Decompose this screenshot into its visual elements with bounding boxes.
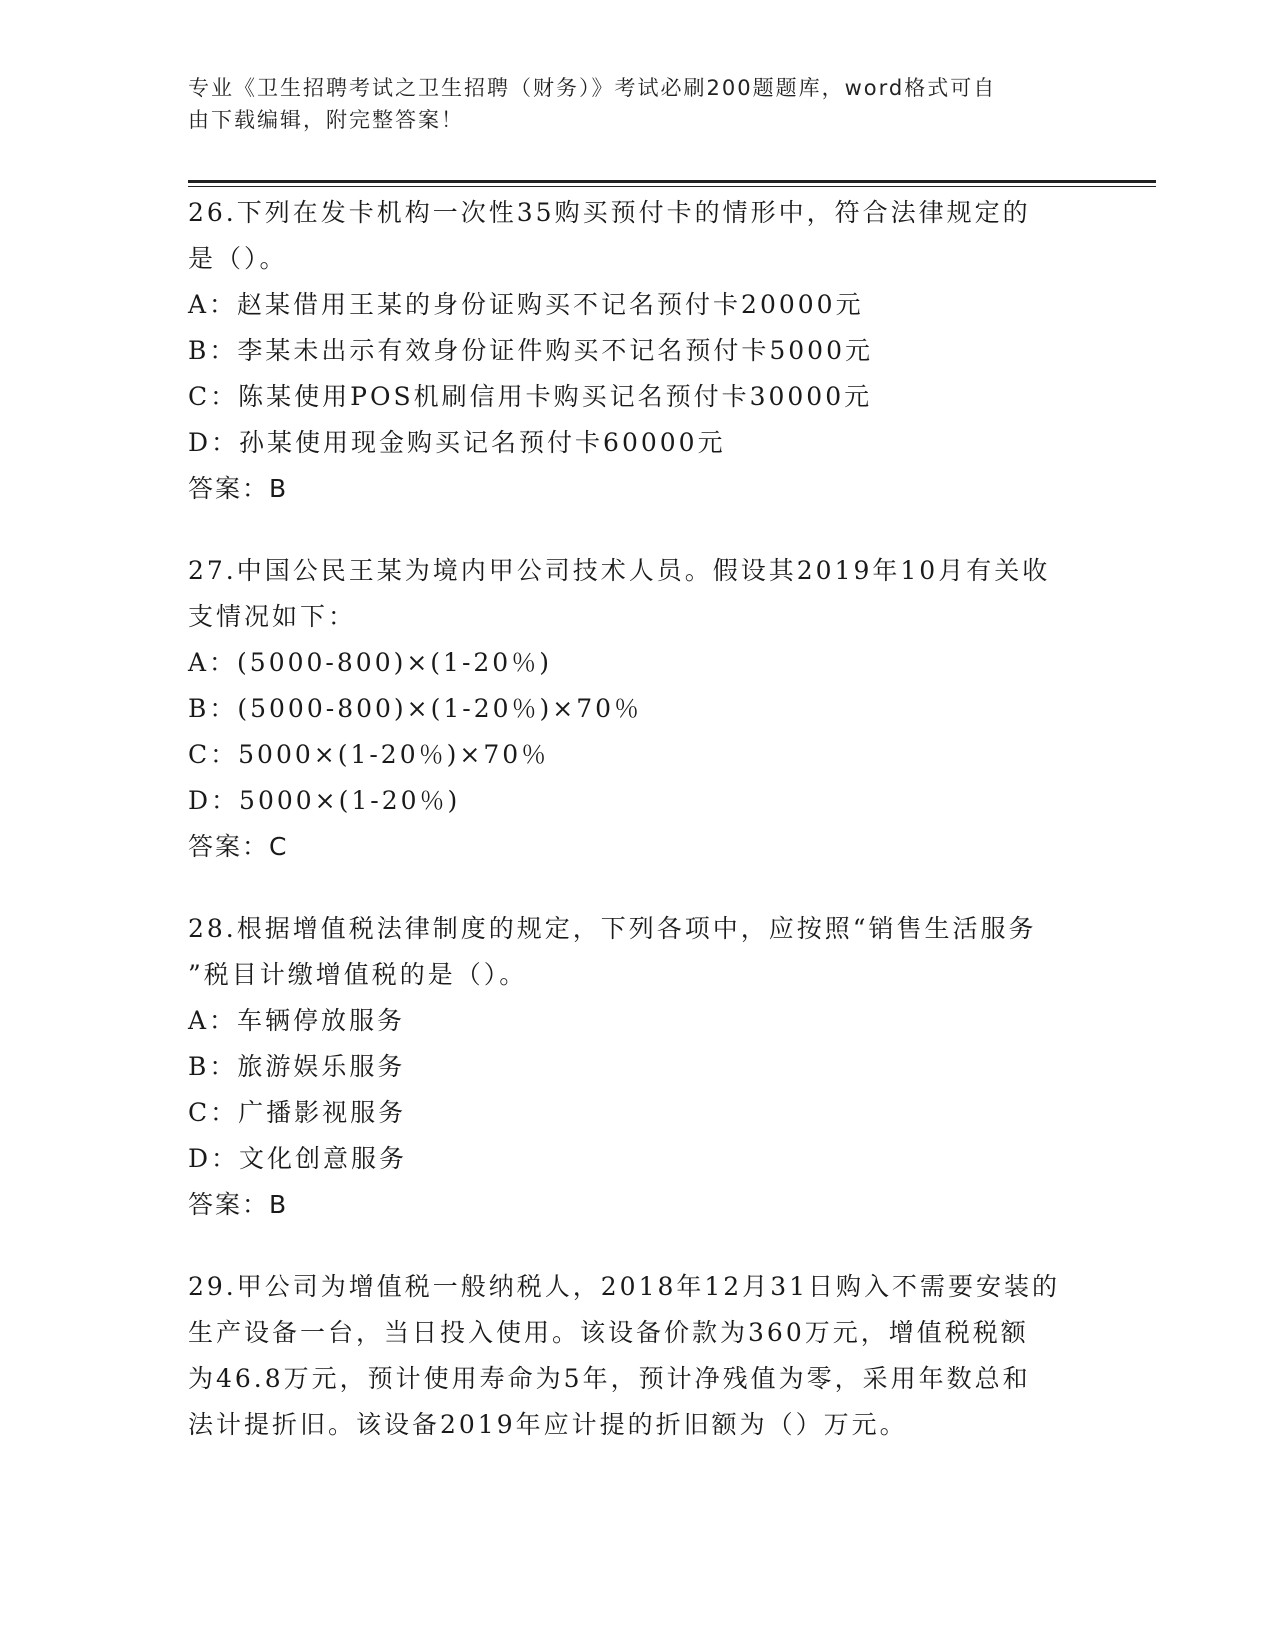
answer: 答案：C xyxy=(188,832,289,861)
question-28 xyxy=(188,906,1088,1228)
question-text xyxy=(188,1264,1088,1448)
option-b: B：李某未出示有效身份证件购买不记名预付卡5000元 xyxy=(188,336,873,365)
option-b: B：(5000-800)×(1-20％)×70％ xyxy=(188,694,643,723)
question-26 xyxy=(188,190,1088,512)
question-text-line: 27.中国公民王某为境内甲公司技术人员。假设其2019年10月有关收 xyxy=(188,556,1051,585)
question-text xyxy=(188,906,1088,998)
header-line-1: 专业《卫生招聘考试之卫生招聘（财务）》考试必刷200题题库，word格式可自 xyxy=(188,76,997,100)
option-a: A：赵某借用王某的身份证购买不记名预付卡20000元 xyxy=(188,290,864,319)
option-d: D：文化创意服务 xyxy=(188,1144,408,1173)
question-text xyxy=(188,190,1088,282)
option-d: D：5000×(1-20％) xyxy=(188,786,461,815)
question-text-line: ”税目计缴增值税的是（）。 xyxy=(188,960,528,989)
header-divider-thick xyxy=(188,180,1156,183)
question-text-line: 26.下列在发卡机构一次性35购买预付卡的情形中，符合法律规定的 xyxy=(188,198,1031,227)
question-text-line: 29.甲公司为增值税一般纳税人，2018年12月31日购入不需要安装的 xyxy=(188,1272,1061,1301)
question-text-line: 28.根据增值税法律制度的规定，下列各项中，应按照“销售生活服务 xyxy=(188,914,1037,943)
option-b: B：旅游娱乐服务 xyxy=(188,1052,406,1081)
option-c: C：广播影视服务 xyxy=(188,1098,407,1127)
answer: 答案：B xyxy=(188,1190,289,1219)
option-a: A：(5000-800)×(1-20％) xyxy=(188,648,552,677)
answer: 答案：B xyxy=(188,474,289,503)
question-text-line: 法计提折旧。该设备2019年应计提的折旧额为（）万元。 xyxy=(188,1410,908,1439)
question-list xyxy=(188,190,1088,1484)
option-d: D：孙某使用现金购买记名预付卡60000元 xyxy=(188,428,726,457)
header-line-2: 由下载编辑，附完整答案！ xyxy=(188,108,464,132)
question-text-line: 支情况如下： xyxy=(188,602,357,631)
question-27 xyxy=(188,548,1088,870)
header-divider-thin xyxy=(188,186,1156,187)
question-29 xyxy=(188,1264,1088,1448)
question-text-line: 为46.8万元，预计使用寿命为5年，预计净残值为零，采用年数总和 xyxy=(188,1364,1031,1393)
question-text-line: 生产设备一台，当日投入使用。该设备价款为360万元，增值税税额 xyxy=(188,1318,1029,1347)
question-text xyxy=(188,548,1088,640)
option-c: C：5000×(1-20％)×70％ xyxy=(188,740,550,769)
option-c: C：陈某使用POS机刷信用卡购买记名预付卡30000元 xyxy=(188,382,873,411)
option-a: A：车辆停放服务 xyxy=(188,1006,406,1035)
question-text-line: 是（）。 xyxy=(188,244,288,273)
document-header xyxy=(188,72,1068,136)
